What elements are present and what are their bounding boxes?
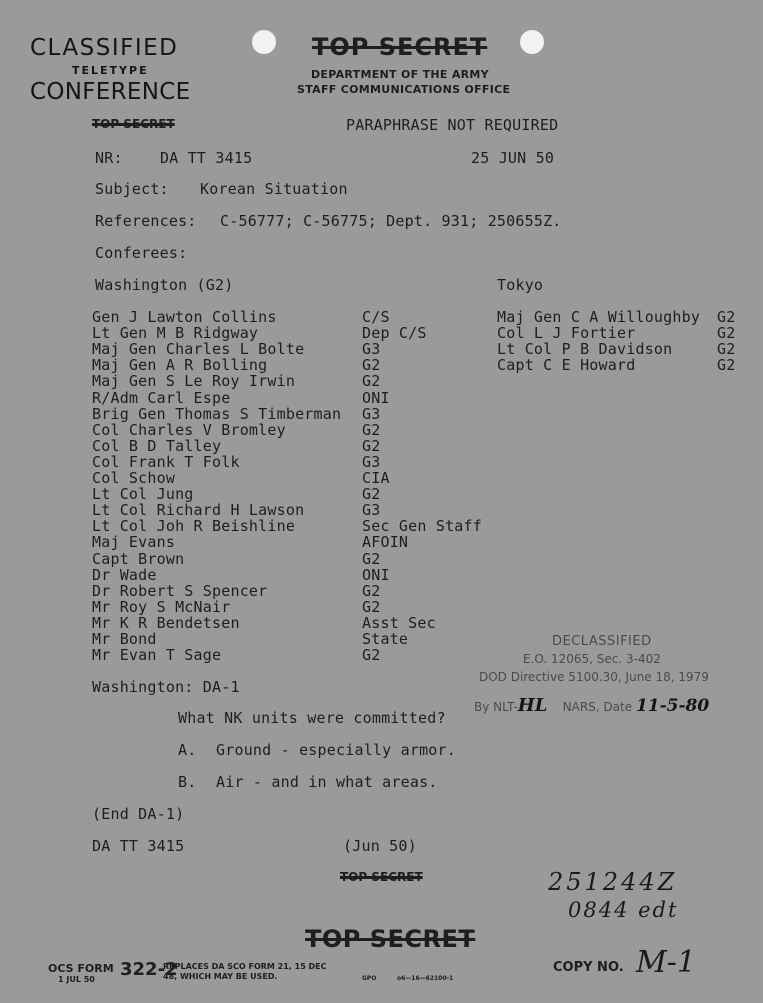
message-question: What NK units were committed? bbox=[178, 709, 446, 727]
washington-conferee-role: G2 bbox=[362, 597, 381, 616]
washington-conferee-role: G3 bbox=[362, 404, 381, 423]
washington-conferee-role: G3 bbox=[362, 501, 381, 520]
item-a-text: Ground - especially armor. bbox=[216, 741, 456, 759]
washington-conferee-role: G2 bbox=[362, 646, 381, 665]
washington-conferee-role: G3 bbox=[362, 340, 381, 359]
declassified-by bbox=[474, 695, 709, 716]
item-a-letter: A. bbox=[178, 741, 197, 759]
washington-conferee-name: Dr Robert S Spencer bbox=[92, 581, 268, 600]
copy-number-value: M-1 bbox=[636, 945, 696, 980]
tokyo-conferee-name: Maj Gen C A Willoughby bbox=[497, 308, 701, 326]
washington-conferee-role: G2 bbox=[362, 436, 381, 455]
declassified-directive: DOD Directive 5100.30, June 18, 1979 bbox=[479, 670, 709, 684]
washington-conferee-list bbox=[92, 308, 492, 668]
washington-conferee-name: Maj Evans bbox=[92, 533, 176, 552]
header-department: DEPARTMENT OF THE ARMY bbox=[311, 68, 489, 81]
paraphrase-note: PARAPHRASE NOT REQUIRED bbox=[346, 116, 559, 134]
washington-conferee-name: Mr Evan T Sage bbox=[92, 646, 222, 665]
declassified-eo: E.O. 12065, Sec. 3-402 bbox=[523, 652, 661, 666]
form-label: OCS FORM bbox=[48, 962, 114, 975]
memo-date: 25 JUN 50 bbox=[471, 149, 555, 167]
subject-label: Subject: bbox=[95, 180, 169, 198]
header-classified: CLASSIFIED bbox=[30, 35, 179, 61]
washington-conferee-name: Mr Roy S McNair bbox=[92, 597, 231, 616]
handwritten-time-zulu: 251244Z bbox=[548, 868, 678, 896]
tokyo-conferee-role: G2 bbox=[717, 356, 736, 375]
washington-conferee-name: Maj Gen A R Bolling bbox=[92, 356, 268, 375]
washington-conferee-role: ONI bbox=[362, 565, 390, 584]
washington-conferee-role: ONI bbox=[362, 388, 390, 407]
tokyo-conferee-role: G2 bbox=[717, 324, 736, 343]
punch-hole-left bbox=[252, 30, 276, 54]
washington-conferee-role: State bbox=[362, 630, 409, 648]
washington-conferee-name: Col Schow bbox=[92, 469, 176, 487]
washington-conferee-role: C/S bbox=[362, 308, 390, 326]
bottom-top-secret-large: TOP SECRET bbox=[305, 925, 476, 953]
washington-conferee-name: Col B D Talley bbox=[92, 436, 222, 455]
tokyo-conferee-name: Lt Col P B Davidson bbox=[497, 340, 673, 359]
nr-value: DA TT 3415 bbox=[160, 149, 253, 167]
washington-conferee-role: G2 bbox=[362, 549, 381, 568]
washington-conferee-role: Asst Sec bbox=[362, 613, 436, 632]
message-from: Washington: DA-1 bbox=[92, 678, 240, 696]
washington-conferee-role: G2 bbox=[362, 420, 381, 439]
washington-conferee-role: G2 bbox=[362, 372, 381, 391]
washington-conferee-name: Dr Wade bbox=[92, 565, 157, 584]
washington-conferee-name: Maj Gen Charles L Bolte bbox=[92, 340, 305, 359]
references-value: C-56777; C-56775; Dept. 931; 250655Z. bbox=[220, 212, 562, 230]
gpo-label: GPO bbox=[362, 975, 377, 982]
nr-label: NR: bbox=[95, 149, 123, 167]
washington-conferee-role: Sec Gen Staff bbox=[362, 517, 482, 536]
washington-conferee-name: Capt Brown bbox=[92, 549, 185, 568]
washington-conferee-name: Brig Gen Thomas S Timberman bbox=[92, 404, 342, 423]
declassified-by-prefix: By NLT- bbox=[474, 700, 518, 714]
header-office: STAFF COMMUNICATIONS OFFICE bbox=[297, 83, 511, 96]
declassified-nars: NARS, Date bbox=[562, 700, 633, 714]
tokyo-conferee-role: G2 bbox=[717, 308, 736, 326]
washington-conferee-name: Col Charles V Bromley bbox=[92, 420, 286, 439]
header-conference: CONFERENCE bbox=[30, 79, 191, 105]
washington-conferee-name: Mr K R Bendetsen bbox=[92, 613, 240, 632]
washington-conferee-name: R/Adm Carl Espe bbox=[92, 388, 231, 407]
declassified-title: DECLASSIFIED bbox=[552, 634, 652, 649]
header-teletype: TELETYPE bbox=[72, 64, 149, 77]
form-number: 322-2 bbox=[120, 959, 178, 980]
tokyo-label: Tokyo bbox=[497, 276, 544, 294]
references-label: References: bbox=[95, 212, 197, 230]
item-b-letter: B. bbox=[178, 773, 197, 791]
punch-hole-right bbox=[520, 30, 544, 54]
washington-label: Washington (G2) bbox=[95, 276, 234, 294]
memo-top-secret-stamp: TOP SECRET bbox=[92, 117, 175, 131]
washington-conferee-name: Gen J Lawton Collins bbox=[92, 308, 277, 326]
gpo-code: o6—16—62100-1 bbox=[397, 975, 454, 982]
declassified-initials: HL bbox=[517, 695, 548, 716]
washington-conferee-name: Lt Col Joh R Beishline bbox=[92, 517, 296, 536]
subject-value: Korean Situation bbox=[200, 180, 348, 198]
message-ref-date: (Jun 50) bbox=[343, 837, 417, 855]
tokyo-conferee-name: Col L J Fortier bbox=[497, 324, 636, 343]
washington-conferee-name: Col Frank T Folk bbox=[92, 452, 240, 471]
tokyo-conferee-role: G2 bbox=[717, 340, 736, 359]
item-b-text: Air - and in what areas. bbox=[216, 773, 438, 791]
message-ref: DA TT 3415 bbox=[92, 837, 185, 855]
declassified-date: 11-5-80 bbox=[635, 696, 710, 716]
washington-conferee-name: Lt Col Jung bbox=[92, 485, 194, 504]
form-date: 1 JUL 50 bbox=[58, 975, 95, 984]
washington-conferee-role: CIA bbox=[362, 469, 390, 487]
header-top-secret: TOP SECRET bbox=[312, 33, 488, 61]
washington-conferee-name: Lt Gen M B Ridgway bbox=[92, 324, 259, 343]
handwritten-time-local: 0844 edt bbox=[568, 898, 679, 922]
washington-conferee-role: G2 bbox=[362, 485, 381, 504]
washington-conferee-name: Mr Bond bbox=[92, 630, 157, 648]
washington-conferee-role: AFOIN bbox=[362, 533, 409, 552]
conferees-label: Conferees: bbox=[95, 244, 188, 262]
message-end: (End DA-1) bbox=[92, 805, 185, 823]
bottom-top-secret-small: TOP SECRET bbox=[340, 870, 423, 884]
form-replaces-line1: REPLACES DA SCO FORM 21, 15 DEC bbox=[163, 962, 327, 971]
tokyo-conferee-list bbox=[497, 308, 747, 378]
form-replaces-line2: 48, WHICH MAY BE USED. bbox=[163, 972, 278, 981]
washington-conferee-role: Dep C/S bbox=[362, 324, 427, 343]
tokyo-conferee-name: Capt C E Howard bbox=[497, 356, 636, 375]
washington-conferee-name: Maj Gen S Le Roy Irwin bbox=[92, 372, 296, 391]
washington-conferee-role: G2 bbox=[362, 581, 381, 600]
copy-number-label: COPY NO. bbox=[553, 960, 624, 975]
washington-conferee-role: G2 bbox=[362, 356, 381, 375]
washington-conferee-name: Lt Col Richard H Lawson bbox=[92, 501, 305, 520]
washington-conferee-role: G3 bbox=[362, 452, 381, 471]
